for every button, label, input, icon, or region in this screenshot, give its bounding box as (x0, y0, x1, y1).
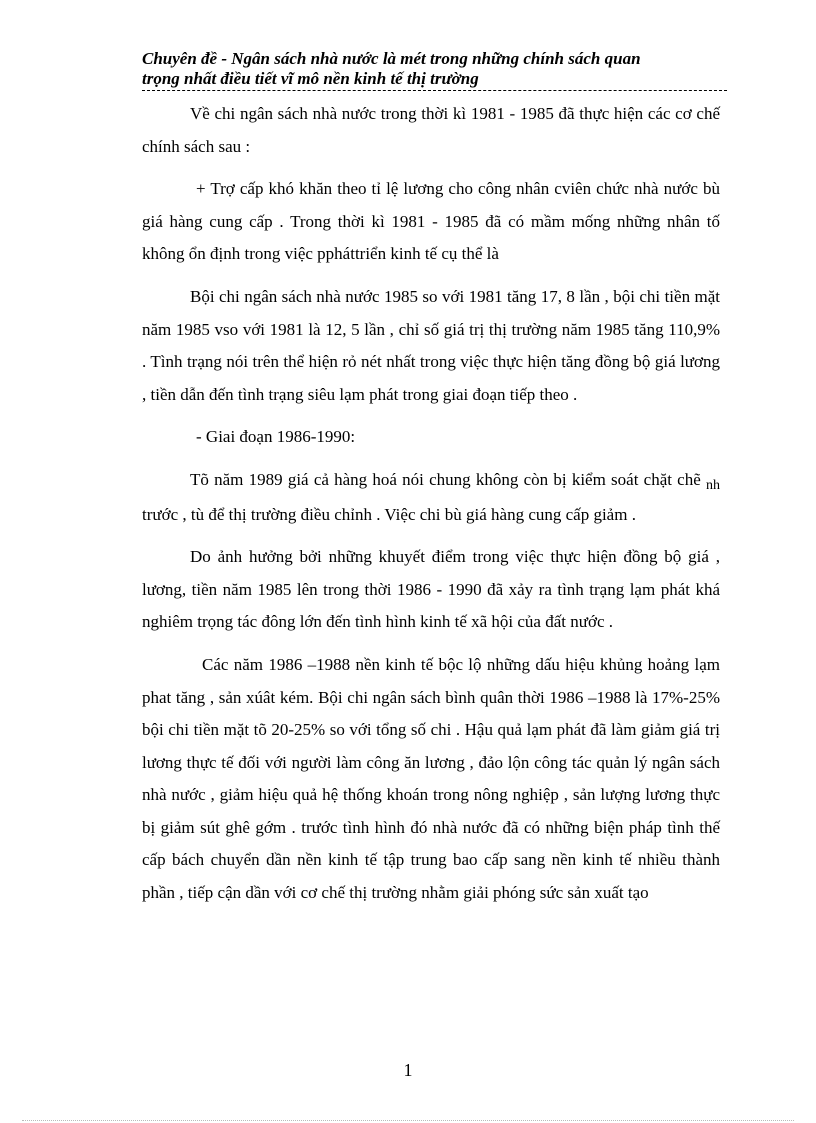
header-line-2: trọng nhất điều tiết vĩ mô nền kinh tế thị trường (142, 69, 479, 88)
page-number: 1 (403, 1060, 413, 1080)
paragraph-2: + Trợ cấp khó khăn theo tỉ lệ lương cho công nhân cviên chức nhà nước bù giá hàng cung cấp . Trong thời kì 1981 - 1985 đã có mầm mống những nhân tố không ổn định trong việc ppháttriển kinh tế cụ thể là (142, 179, 720, 264)
header-line-1: Chuyên đề - Ngân sách nhà nước là mét trong những chính sách quan (142, 49, 641, 68)
paragraph-3: Bội chi ngân sách nhà nước 1985 so với 1981 tăng 17, 8 lần , bội chi tiền mặt năm 1985 vso với 1981 là 12, 5 lần , chỉ số giá trị thị trường năm 1985 tăng 110,9% . Tình trạng nói trên thể hiện rỏ nét nhất trong việc thực hiện tăng đồng bộ giá lương , tiền dẫn đến tình trạng siêu lạm phát trong giai đoạn tiếp theo . (142, 286, 720, 404)
footer-divider (22, 1120, 794, 1121)
paragraph-5-part-2: trước , tù để thị trường điều chỉnh . Việc chi bù giá hàng cung cấp giảm . (142, 504, 636, 524)
paragraph-5-part-1: Tõ năm 1989 giá cả hàng hoá nói chung không còn bị kiểm soát chặt chẽ (190, 469, 701, 489)
section-heading-1986-1990: - Giai đoạn 1986-1990: (196, 427, 356, 447)
running-header (142, 49, 727, 91)
paragraph-5-subscript: nh (706, 477, 721, 493)
paragraph-5 (142, 464, 720, 531)
paragraph-1: Về chi ngân sách nhà nước trong thời kì 1981 - 1985 đã thực hiện các cơ chế chính sách sau : (142, 104, 720, 156)
body-text (142, 98, 720, 910)
paragraph-6: Do ảnh hưởng bởi những khuyết điểm trong việc thực hiện đồng bộ giá , lương, tiền năm 1985 lên trong thời 1986 - 1990 đã xảy ra tình trạng lạm phát khá nghiêm trọng tác đông lớn đến tình hình kinh tế xã hội của đất nước . (142, 547, 720, 632)
paragraph-7: Các năm 1986 –1988 nền kinh tế bộc lộ những dấu hiệu khủng hoảng lạm phat tăng , sản xúât kém. Bội chi ngân sách bình quân thời 1986 –1988 là 17%-25% bội chi tiền mặt tõ 20-25% so với tổng số chi . Hậu quả lạm phát đã làm giảm giá trị lương thực tế đối với người làm công ăn lương , đảo lộn công tác quản lý ngân sách nhà nước , giảm hiệu quả hệ thống khoán trong nông nghiệp , sản lượng lương thực bị giảm sút ghê gớm . trước tình hình đó nhà nước đã có những biện pháp tình thế cấp bách chuyển dần nền kinh tế tập trung bao cấp sang nền kinh tế nhiều thành phần , tiếp cận dần với cơ chế thị trường nhằm giải phóng sức sản xuất tạo (142, 654, 720, 903)
